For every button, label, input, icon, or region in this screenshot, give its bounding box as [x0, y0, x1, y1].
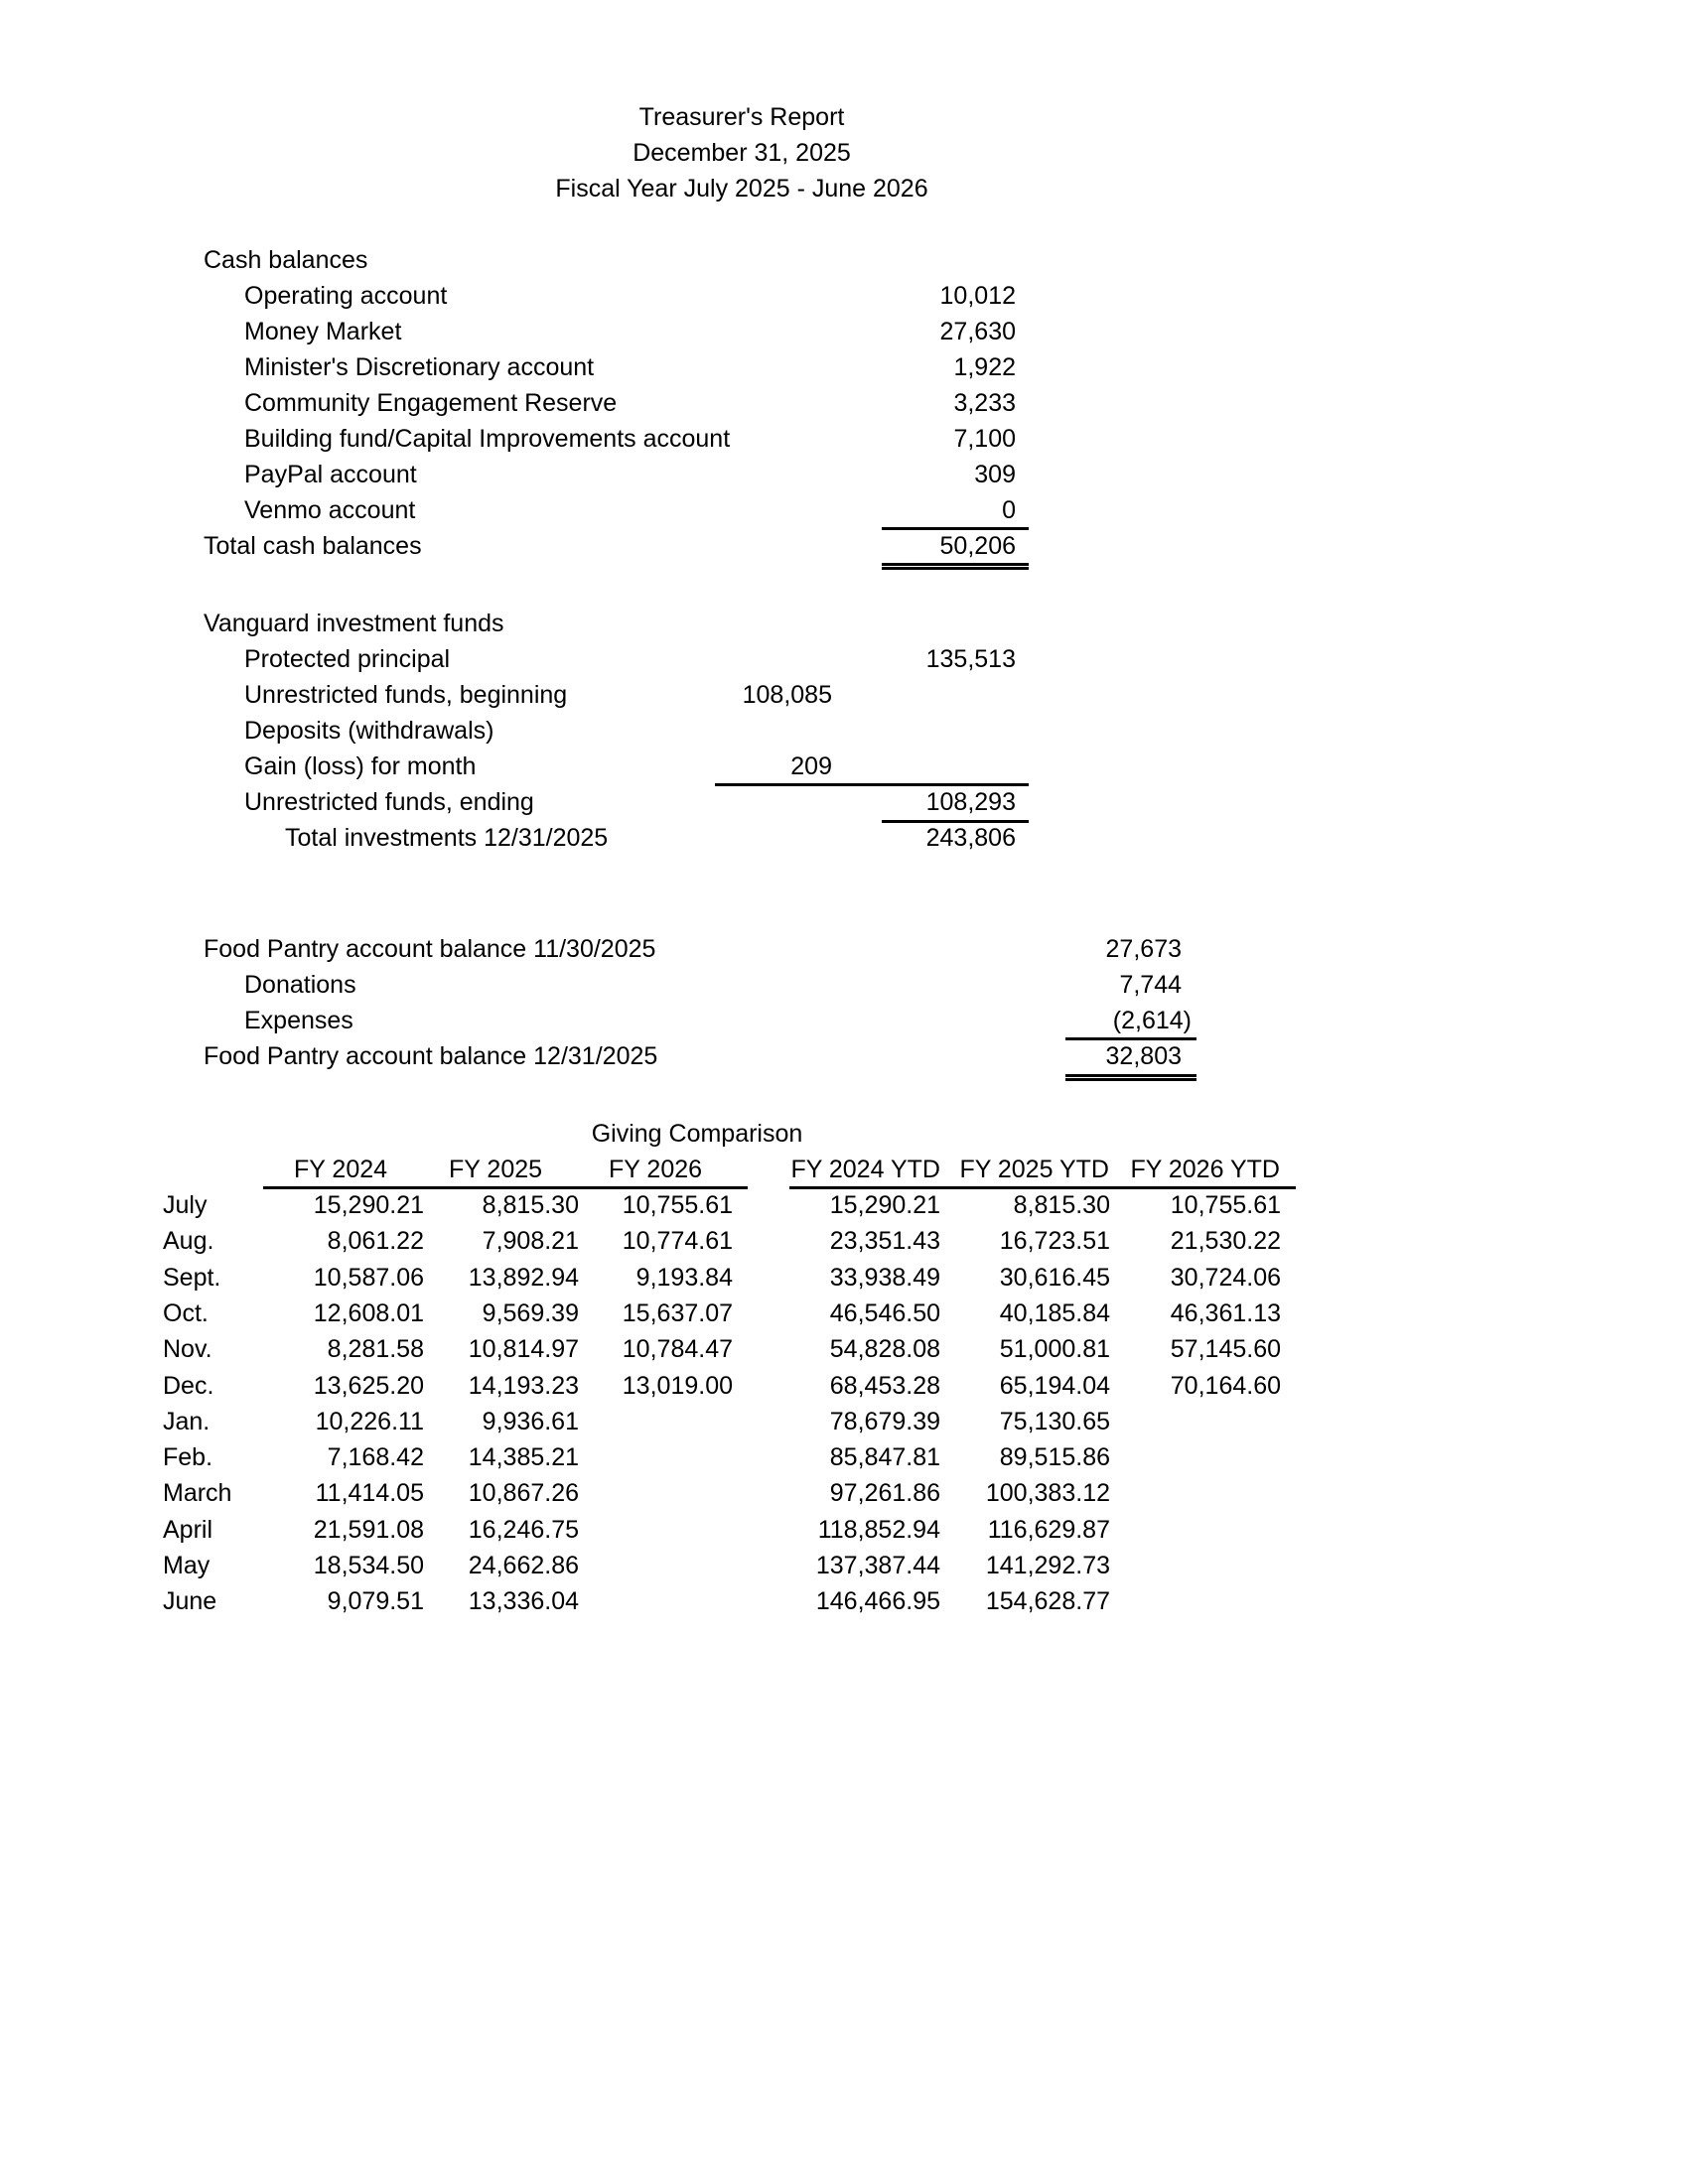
cash-item-label: PayPal account	[244, 461, 417, 488]
giving-cell: 9,936.61	[482, 1407, 579, 1435]
fiscal-year: Fiscal Year July 2025 - June 2026	[555, 175, 928, 203]
cash-item-value: 1,922	[953, 353, 1016, 381]
report-date: December 31, 2025	[633, 139, 851, 167]
giving-cell: 12,608.01	[313, 1298, 424, 1327]
report-title: Treasurer's Report	[638, 103, 845, 131]
cash-item-label: Minister's Discretionary account	[244, 353, 595, 381]
giving-cell: 68,453.28	[829, 1371, 940, 1400]
giving-cell: 97,261.86	[829, 1479, 940, 1508]
giving-cell: 9,079.51	[327, 1587, 424, 1616]
giving-cell: 70,164.60	[1170, 1371, 1281, 1400]
cash-item-label: Community Engagement Reserve	[244, 389, 618, 417]
giving-cell: 7,908.21	[482, 1227, 579, 1256]
month-label: Dec.	[163, 1371, 214, 1400]
pantry-opening-label: Food Pantry account balance 11/30/2025	[204, 935, 656, 963]
month-label: March	[163, 1479, 232, 1508]
double-total-rule	[1065, 1074, 1196, 1081]
giving-cell: 9,569.39	[482, 1298, 579, 1327]
header-rule	[263, 1186, 748, 1189]
giving-cell: 24,662.86	[468, 1552, 579, 1579]
month-label: Sept.	[163, 1263, 221, 1292]
giving-cell: 13,336.04	[468, 1587, 579, 1616]
giving-cell: 116,629.87	[987, 1515, 1110, 1544]
giving-cell: 16,723.51	[999, 1227, 1110, 1256]
giving-cell: 75,130.65	[999, 1407, 1110, 1435]
giving-cell: 13,892.94	[468, 1263, 579, 1292]
cash-item-value: 3,233	[953, 389, 1016, 417]
giving-cell: 13,625.20	[313, 1371, 424, 1400]
giving-cell: 15,637.07	[622, 1298, 733, 1327]
giving-cell: 10,226.11	[315, 1407, 424, 1435]
month-label: Jan.	[163, 1407, 211, 1435]
giving-cell: 14,385.21	[468, 1443, 579, 1472]
cash-item-value: 0	[1002, 496, 1016, 524]
giving-cell: 21,591.08	[313, 1515, 424, 1544]
giving-cell: 118,852.94	[817, 1515, 940, 1544]
giving-cell: 8,815.30	[1013, 1191, 1110, 1219]
cash-item-label: Building fund/Capital Improvements account	[244, 425, 731, 453]
pantry-expenses-value: (2,614)	[1112, 1007, 1192, 1034]
cash-item-value: 309	[974, 461, 1016, 488]
col-header: FY 2024	[293, 1156, 388, 1183]
giving-title: Giving Comparison	[591, 1120, 803, 1148]
giving-cell: 141,292.73	[985, 1552, 1110, 1579]
cash-heading: Cash balances	[204, 246, 368, 274]
giving-cell: 8,815.30	[482, 1191, 579, 1219]
month-label: May	[163, 1552, 211, 1579]
deposits-label: Deposits (withdrawals)	[244, 717, 494, 745]
giving-cell: 33,938.49	[829, 1263, 940, 1292]
giving-cell: 10,784.47	[622, 1335, 733, 1364]
giving-cell: 57,145.60	[1170, 1335, 1281, 1364]
giving-cell: 11,414.05	[315, 1479, 424, 1508]
protected-principal-value: 135,513	[925, 645, 1016, 673]
month-label: Aug.	[163, 1227, 214, 1256]
giving-cell: 23,351.43	[829, 1227, 940, 1256]
cash-item-value: 10,012	[939, 282, 1016, 310]
giving-cell: 89,515.86	[999, 1443, 1110, 1472]
giving-cell: 21,530.22	[1170, 1227, 1281, 1256]
pantry-closing-value: 32,803	[1105, 1042, 1182, 1070]
unrestricted-beginning-value: 108,085	[742, 681, 832, 709]
protected-principal-label: Protected principal	[244, 645, 451, 673]
giving-cell: 65,194.04	[999, 1371, 1110, 1400]
giving-cell: 51,000.81	[999, 1335, 1110, 1364]
giving-cell: 46,546.50	[829, 1298, 940, 1327]
giving-cell: 137,387.44	[815, 1552, 940, 1579]
giving-cell: 54,828.08	[829, 1335, 940, 1364]
unrestricted-ending-label: Unrestricted funds, ending	[244, 788, 534, 816]
pantry-donations-label: Donations	[244, 971, 356, 999]
gain-label: Gain (loss) for month	[244, 752, 477, 780]
col-header: FY 2025 YTD	[959, 1156, 1109, 1183]
month-label: July	[163, 1191, 208, 1219]
total-investments-value: 243,806	[925, 824, 1016, 852]
giving-cell: 85,847.81	[829, 1443, 940, 1472]
giving-cell: 46,361.13	[1170, 1298, 1281, 1327]
giving-cell: 40,185.84	[999, 1298, 1110, 1327]
giving-cell: 13,019.00	[622, 1371, 733, 1400]
giving-cell: 15,290.21	[829, 1191, 940, 1219]
col-header: FY 2026 YTD	[1130, 1156, 1280, 1183]
giving-cell: 100,383.12	[985, 1479, 1110, 1508]
giving-cell: 8,061.22	[327, 1227, 424, 1256]
giving-cell: 146,466.95	[815, 1587, 940, 1616]
giving-cell: 10,814.97	[468, 1335, 579, 1364]
pantry-donations-value: 7,744	[1119, 971, 1182, 999]
subtotal-rule	[882, 527, 1029, 530]
cash-item-value: 27,630	[939, 318, 1016, 345]
giving-cell: 10,755.61	[622, 1191, 733, 1219]
giving-cell: 30,616.45	[999, 1263, 1110, 1292]
giving-cell: 154,628.77	[985, 1587, 1110, 1616]
cash-item-label: Operating account	[244, 282, 448, 310]
subtotal-rule	[715, 783, 1029, 786]
pantry-expenses-label: Expenses	[244, 1007, 353, 1034]
giving-cell: 10,867.26	[468, 1479, 579, 1508]
giving-cell: 78,679.39	[829, 1407, 940, 1435]
unrestricted-beginning-label: Unrestricted funds, beginning	[244, 681, 568, 709]
giving-cell: 18,534.50	[313, 1552, 424, 1579]
cash-item-label: Money Market	[244, 318, 402, 345]
giving-cell: 15,290.21	[313, 1191, 424, 1219]
giving-cell: 8,281.58	[327, 1335, 424, 1364]
month-label: April	[163, 1515, 213, 1544]
giving-cell: 9,193.84	[635, 1263, 733, 1292]
giving-cell: 30,724.06	[1170, 1263, 1281, 1292]
giving-cell: 10,774.61	[622, 1227, 733, 1256]
investments-heading: Vanguard investment funds	[204, 610, 504, 637]
total-investments-label: Total investments 12/31/2025	[285, 824, 609, 852]
cash-total-value: 50,206	[939, 532, 1016, 560]
giving-cell: 10,755.61	[1170, 1191, 1281, 1219]
subtotal-rule	[1065, 1037, 1196, 1040]
col-header: FY 2025	[448, 1156, 543, 1183]
pantry-closing-label: Food Pantry account balance 12/31/2025	[204, 1042, 658, 1070]
giving-cell: 16,246.75	[468, 1515, 579, 1544]
col-header: FY 2024 YTD	[790, 1156, 940, 1183]
month-label: Oct.	[163, 1298, 209, 1327]
unrestricted-ending-value: 108,293	[925, 788, 1016, 816]
cash-item-value: 7,100	[953, 425, 1016, 453]
giving-cell: 14,193.23	[468, 1371, 579, 1400]
gain-value: 209	[790, 752, 832, 780]
cash-item-label: Venmo account	[244, 496, 416, 524]
header-rule	[789, 1186, 1296, 1189]
giving-cell: 7,168.42	[327, 1443, 424, 1472]
pantry-opening-value: 27,673	[1105, 935, 1182, 963]
cash-total-label: Total cash balances	[204, 532, 422, 560]
col-header: FY 2026	[608, 1156, 703, 1183]
month-label: Feb.	[163, 1443, 213, 1472]
month-label: June	[163, 1587, 217, 1616]
double-total-rule	[882, 563, 1029, 570]
giving-cell: 10,587.06	[313, 1263, 424, 1292]
month-label: Nov.	[163, 1335, 212, 1364]
